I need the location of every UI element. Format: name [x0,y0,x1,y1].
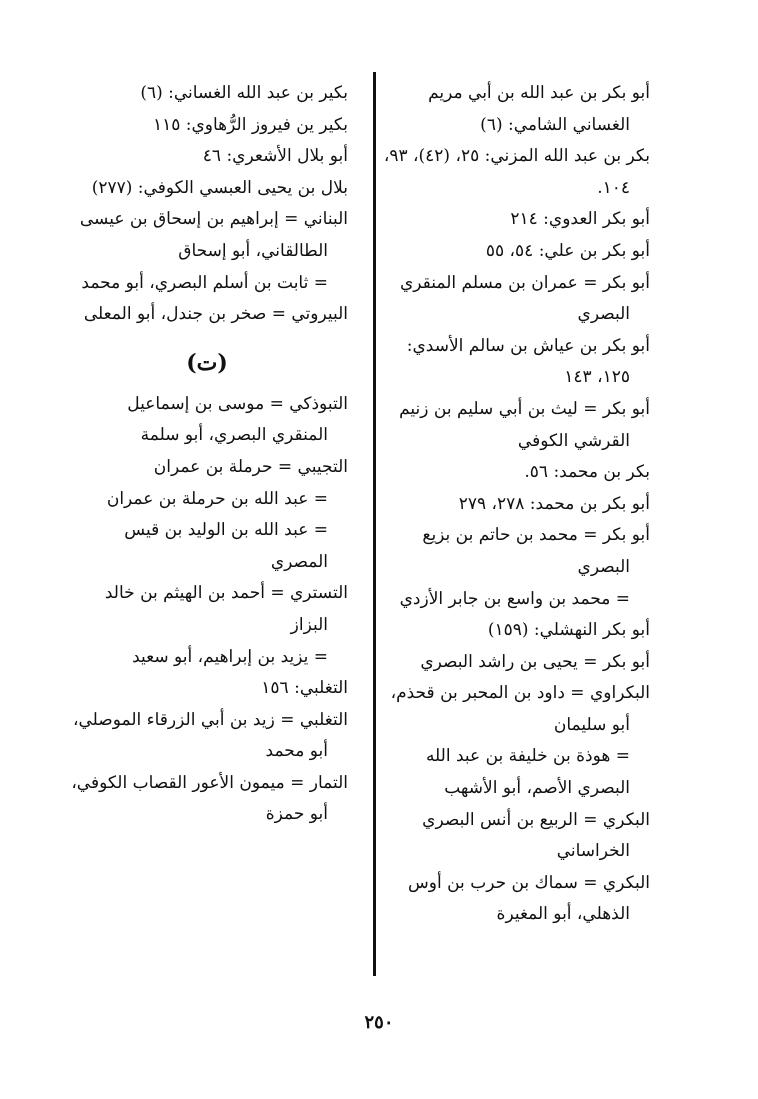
index-entry: أبو بكر بن علي: ٥٤، ٥٥ [485,240,650,261]
index-entry: أبو بكر = محمد بن حاتم بن بزيع البصري [422,525,650,577]
index-entry: البكري = الربيع بن أنس البصري الخراساني [422,809,650,862]
index-entry: البناني = إبراهيم بن إسحاق بن عيسى الطالقاني، أبو إسحاق [79,209,348,261]
index-entry: أبو بلال الأشعري: ٤٦ [202,146,348,167]
index-entry: بكر بن عبد الله المزني: ٢٥، (٤٢)، ٩٣، ١٠٤. [383,146,650,198]
index-entry: التجيبي = حرملة بن عمران [153,456,348,477]
index-entry: التمار = ميمون الأعور القصاب الكوفي، أبو حمزة [71,772,348,825]
page-number: ٢٥٠ [364,1012,394,1033]
left-column [66,78,348,831]
index-entry: التغلبي = زيد بن أبي الزرقاء الموصلي، أبو محمد [72,709,348,762]
index-entry: أبو بكر = يحيى بن راشد البصري [420,651,650,672]
index-entry: البكراوي = داود بن المحبر بن قحذم، أبو سليمان [390,683,650,735]
index-entry: أبو بكر بن محمد: ٢٧٨، ٢٧٩ [458,493,650,514]
index-entry: أبو بكر = ليث بن أبي سليم بن زنيم القرشي الكوفي [399,398,650,451]
index-entry: بكير ين فيروز الرُّهاوي: ١١٥ [152,114,348,135]
index-entry: بكير بن عبد الله الغساني: (٦) [140,83,348,103]
index-entry: = محمد بن واسع بن جابر الأزدي [399,588,630,609]
right-column [378,78,650,931]
section-heading: (ت) [186,349,228,376]
index-entry: أبو بكر النهشلي: (١٥٩) [487,620,650,641]
index-entry: أبو بكر بن عياش بن سالم الأسدي: ١٢٥، ١٤٣ [406,335,650,388]
index-entry: أبو بكر بن عبد الله بن أبي مريم الغساني الشامي: (٦) [428,83,650,135]
index-entry: = ثابت بن أسلم البصري، أبو محمد [81,272,328,293]
index-entry: التستري = أحمد بن الهيثم بن خالد البزاز [104,583,348,635]
index-entry: البكري = سماك بن حرب بن أوس الذهلي، أبو المغيرة [408,872,650,925]
index-entry: بكر بن محمد: ٥٦. [524,462,650,483]
index-entry: أبو بكر العدوي: ٢١٤ [510,209,650,230]
index-entry: التغلبي: ١٥٦ [261,678,348,699]
index-entry: = يزيد بن إبراهيم، أبو سعيد [132,646,328,667]
column-divider [373,72,376,976]
index-entry: التبوذكي = موسى بن إسماعيل المنقري البصري، أبو سلمة [127,393,348,446]
index-entry: بلال بن يحيى العبسي الكوفي: (٢٧٧) [91,177,348,198]
index-entry: البيروتي = صخر بن جندل، أبو المعلى [83,304,348,325]
index-entry: = عبد الله بن الوليد بن قيس المصري [124,520,328,572]
index-entry: = عبد الله بن حرملة بن عمران [106,488,328,509]
index-entry: أبو بكر = عمران بن مسلم المنقري البصري [400,272,650,325]
index-entry: = هوذة بن خليفة بن عبد الله البصري الأصم، أبو الأشهب [425,746,630,799]
